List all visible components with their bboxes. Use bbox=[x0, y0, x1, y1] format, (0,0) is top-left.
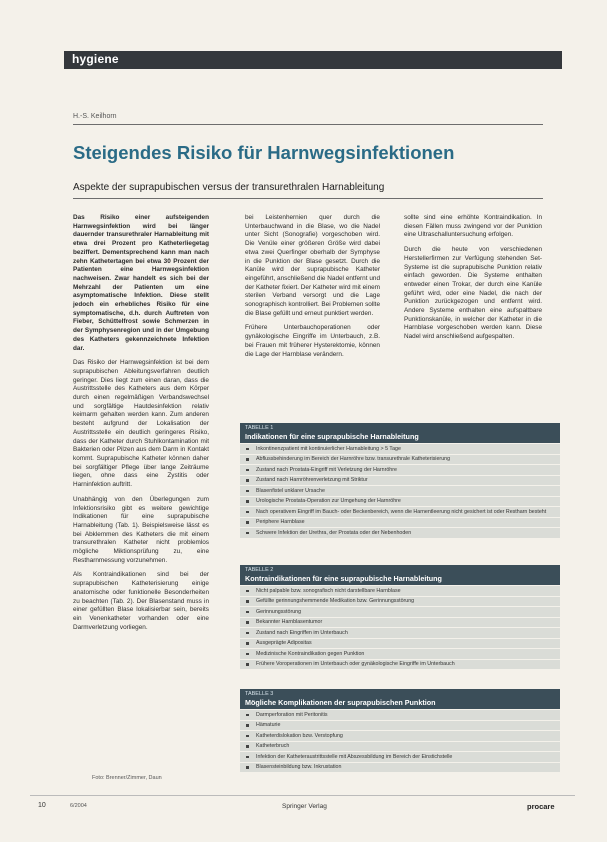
issue-number: 6/2004 bbox=[70, 803, 87, 809]
table-label: TABELLE 2 bbox=[245, 567, 274, 573]
divider bbox=[73, 198, 543, 199]
table-row: Katheterdislokation bzw. Verstopfung bbox=[240, 730, 560, 741]
paragraph: Als Kontraindikationen sind bei der suprapubischen Katheterisierung einige anatomische oder funktionelle Besonderheiten zu beachten (Tab. 2). Der Blasenstand muss in einer gefüllten Blase lokalisierbar sein, bereits ein Venenkatheter vorhanden oder eine Darmverletzung vorliegen. bbox=[73, 571, 209, 631]
table-row: Hämaturie bbox=[240, 720, 560, 731]
text-column-1 bbox=[73, 214, 209, 632]
section-label: hygiene bbox=[72, 52, 119, 66]
author-line: H.-S. Keilhorn bbox=[73, 113, 117, 120]
table-row: Nach operativem Eingriff im Bauch- oder Beckenbereich, wenn die Harnentleerung nicht gesichert ist oder Restharn besteht bbox=[240, 506, 560, 517]
table-row: Abflussbehinderung im Bereich der Harnröhre bzw. transurethrale Katheterisierung bbox=[240, 454, 560, 465]
page-number: 10 bbox=[38, 802, 46, 809]
article-title: Steigendes Risiko für Harnwegsinfektionen bbox=[73, 142, 455, 163]
table-row: Medizinische Kontraindikation gegen Punktion bbox=[240, 648, 560, 659]
article-subtitle: Aspekte der suprapubischen versus der transurethralen Harnableitung bbox=[73, 182, 385, 193]
table-row: Blasenfistel unklarer Ursache bbox=[240, 485, 560, 496]
table-row: Frühere Voroperationen im Unterbauch oder gynäkologische Eingriffe im Unterbauch bbox=[240, 659, 560, 670]
divider bbox=[73, 124, 543, 125]
table-row: Nicht palpable bzw. sonografisch nicht darstellbare Harnblase bbox=[240, 585, 560, 596]
table-row: Zustand nach Prostata-Eingriff mit Verletzung der Harnröhre bbox=[240, 464, 560, 475]
table-complications bbox=[240, 689, 560, 772]
journal-name: procare bbox=[527, 802, 555, 811]
table-title: Indikationen für eine suprapubische Harnableitung bbox=[245, 432, 419, 441]
text-column-3 bbox=[404, 214, 542, 342]
paragraph: Das Risiko einer aufsteigenden Harnwegsinfektion wird bei länger dauernder transurethraler Harnableitung mit etwa drei Prozent pro Katheterliegetag beziffert. Dementsprechend kann man nach zehn Kathetertagen bei etwa 30 Prozent der Patienten eine Harnwegsinfektion nachweisen. Zwar handelt es sich bei der Mehrzahl der Patienten um eine asymptomatische Infektion. Diese stellt jedoch ein erhebliches Risiko für eine symptomatische, d.h. durch Auftreten von Fieber, Schüttelfrost sowie Schmerzen in der Symphysenregion und in der Umgebung des Katheters gekennzeichnete Infektion dar. bbox=[73, 214, 209, 352]
table-header bbox=[240, 565, 560, 585]
paragraph: Das Risiko der Harnwegsinfektion ist bei dem suprapubischen Ableitungsverfahren deutlich geringer. Dies liegt zum einen daran, dass die Austrittsstelle des Katheters aus dem Körper durch einen regelmäßigen Verbandswechsel und sorgfältige Hautdesinfektion relativ keimarm gehalten werden kann. Zum anderen besteht aufgrund der Lokalisation der Austrittsstelle ein deutlich geringeres Risiko, dass der Katheter durch Stuhlkontamination mit Bakterien oder Pilzen aus dem Darm in Kontakt kommt. Suprapubische Katheter können daher bei sorgfältiger Pflege über lange Zeiträume liegen, ohne dass eine Zystitis oder Harninfektion auftritt. bbox=[73, 359, 209, 489]
table-contraindications bbox=[240, 565, 560, 669]
table-header bbox=[240, 423, 560, 443]
table-row: Urologische Prostata-Operation zur Umgehung der Harnröhre bbox=[240, 496, 560, 507]
table-label: TABELLE 1 bbox=[245, 425, 274, 431]
table-row: Schwere Infektion der Urethra, der Prostata oder der Nebenhoden bbox=[240, 527, 560, 538]
table-row: Gefüllte gerinnungshemmende Medikation bzw. Gerinnungsstörung bbox=[240, 596, 560, 607]
paragraph: Unabhängig von den Überlegungen zum Infektionsrisiko gibt es weitere gewichtige Indikationen für eine suprapubische Harnableitung (Tab. 1). Beispielsweise lässt es bei Abklemmen des Katheters die mit einem transurethralen Katheter nicht problemlos mögliche Miktionsprüfung zu, eine Restharnmessung vorzunehmen. bbox=[73, 495, 209, 564]
table-row: Katheterbruch bbox=[240, 741, 560, 752]
table-title: Kontraindikationen für eine suprapubische Harnableitung bbox=[245, 574, 442, 583]
table-label: TABELLE 3 bbox=[245, 691, 274, 697]
table-row: Gerinnungsstörung bbox=[240, 606, 560, 617]
paragraph: sollte sind eine erhöhte Kontraindikation. In diesen Fällen muss zwingend vor der Punktion eine Ultraschalluntersuchung erfolgen. bbox=[404, 214, 542, 239]
table-row: Zustand nach Harnröhrenverletzung mit Striktur bbox=[240, 475, 560, 486]
text-column-2 bbox=[245, 214, 380, 359]
table-row: Zustand nach Eingriffen im Unterbauch bbox=[240, 627, 560, 638]
paragraph: Frühere Unterbauchoperationen oder gynäkologische Eingriffe im Unterbauch, z.B. bei Frauen mit früherer Hysterektomie, können die Lage der Harnblase verändern. bbox=[245, 324, 380, 358]
publisher-logo: Springer Verlag bbox=[282, 803, 327, 810]
image-credit: Foto: Brenner/Zimmer, Daun bbox=[92, 775, 162, 781]
table-row: Bekannter Harnblasentumor bbox=[240, 617, 560, 628]
table-indications bbox=[240, 423, 560, 538]
table-row: Periphere Harnblase bbox=[240, 517, 560, 528]
table-row: Inkontinenzpatient mit kontinuierlicher Harnableitung > 5 Tage bbox=[240, 443, 560, 454]
table-row: Blasensteinbildung bzw. Inkrustation bbox=[240, 762, 560, 773]
table-row: Infektion der Katheteraustrittsstelle mit Abszessbildung im Bereich der Einstichstelle bbox=[240, 751, 560, 762]
table-header bbox=[240, 689, 560, 709]
footer-divider bbox=[30, 795, 575, 796]
table-row: Ausgeprägte Adipositas bbox=[240, 638, 560, 649]
paragraph: bei Leistenhernien quer durch die Unterbauchwand in die Blase, wo die Nadel unter Sicht (Sonografie) vorgeschoben wird. Die Venüle einer größeren Größe wird dabei etwa zwei Querfinger oberhalb der Symphyse in die Punktion der Blase gesetzt. Durch die Kanüle wird der suprapubische Katheter eingeführt, anschließend die Nadel entfernt und der Katheter fixiert. Der Katheter wird mit einem sterilen Verband versorgt und die Lage sonographisch kontrolliert. Bei Problemen sollte die Blase gefüllt und erneut punktiert werden. bbox=[245, 214, 380, 317]
table-row: Darmperforation mit Peritonitis bbox=[240, 709, 560, 720]
table-title: Mögliche Komplikationen der suprapubischen Punktion bbox=[245, 698, 436, 707]
paragraph: Durch die heute von verschiedenen Herstellerfirmen zur Verfügung stehenden Set-Systeme ist die suprapubische Punktion relativ einfach geworden. Die Systeme enthalten entweder einen Trokar, der durch eine Kanüle geführt wird, oder eine Nadel, die nach der Punktion zurückgezogen und entfernt wird. Andere Systeme enthalten eine aufspaltbare Punktionskanüle, in welcher der Katheter in die Harnblase vorgeschoben werden kann. Diese Nadel wird anschließend aufgespalten. bbox=[404, 246, 542, 341]
section-header-bar bbox=[64, 51, 562, 69]
